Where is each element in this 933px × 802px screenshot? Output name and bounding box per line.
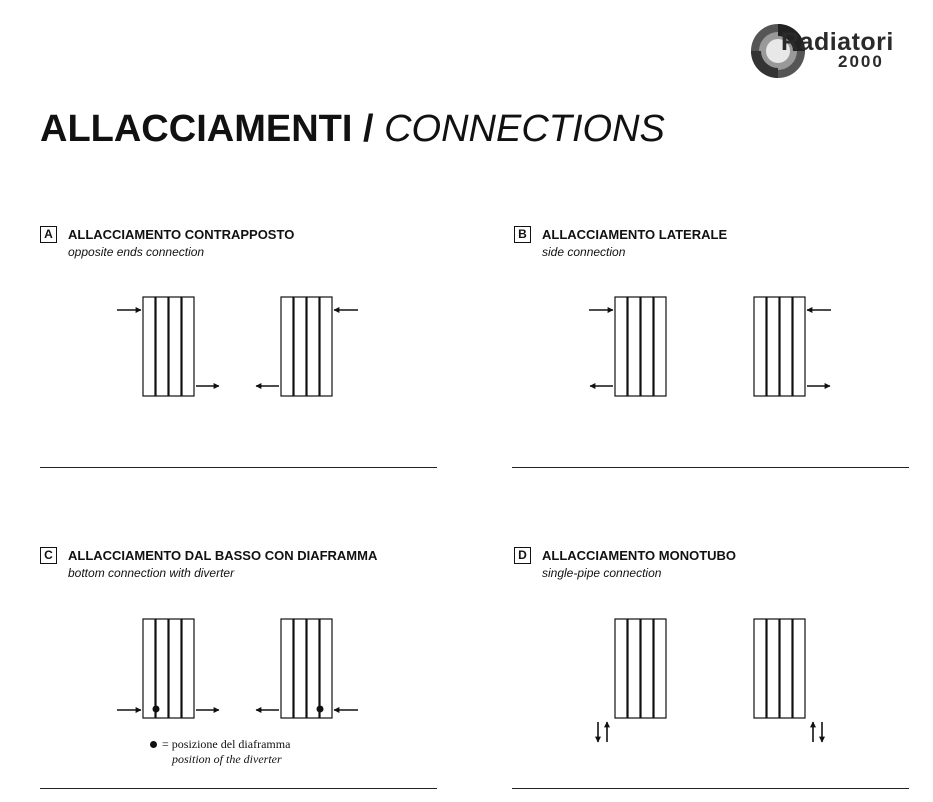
- brand-year: 2000: [838, 52, 884, 71]
- section-subtitle: opposite ends connection: [68, 245, 205, 259]
- legend-translation: position of the diverter: [172, 752, 282, 766]
- radiator-a-left: [143, 297, 194, 396]
- radiator-d-left: [615, 619, 666, 718]
- radiator-c-left: [143, 619, 194, 718]
- diverter-dot-icon: [150, 741, 157, 748]
- section-subtitle: single-pipe connection: [542, 566, 662, 580]
- section-letter: C: [40, 547, 57, 564]
- section-title: ALLACCIAMENTO CONTRAPPOSTO: [68, 227, 295, 242]
- title-main: ALLACCIAMENTI: [40, 108, 353, 150]
- section-subtitle: bottom connection with diverter: [68, 566, 235, 580]
- section-subtitle: side connection: [542, 245, 626, 259]
- diverter-dot-icon: [317, 706, 324, 713]
- radiator-b-right: [754, 297, 805, 396]
- section-letter: D: [514, 547, 531, 564]
- section-letter: B: [514, 226, 531, 243]
- title-separator: /: [362, 108, 374, 150]
- radiator-d-right: [754, 619, 805, 718]
- radiator-a-right: [281, 297, 332, 396]
- title-translation: CONNECTIONS: [384, 108, 665, 150]
- radiator-b-left: [615, 297, 666, 396]
- section-letter: A: [40, 226, 57, 243]
- legend-label: = posizione del diaframma: [162, 737, 291, 751]
- radiator-c-right: [281, 619, 332, 718]
- section-title: ALLACCIAMENTO MONOTUBO: [542, 548, 737, 563]
- brand-name: Radiatori: [781, 28, 894, 56]
- diverter-dot-icon: [153, 706, 160, 713]
- section-title: ALLACCIAMENTO DAL BASSO CON DIAFRAMMA: [68, 548, 378, 563]
- section-title: ALLACCIAMENTO LATERALE: [542, 227, 728, 242]
